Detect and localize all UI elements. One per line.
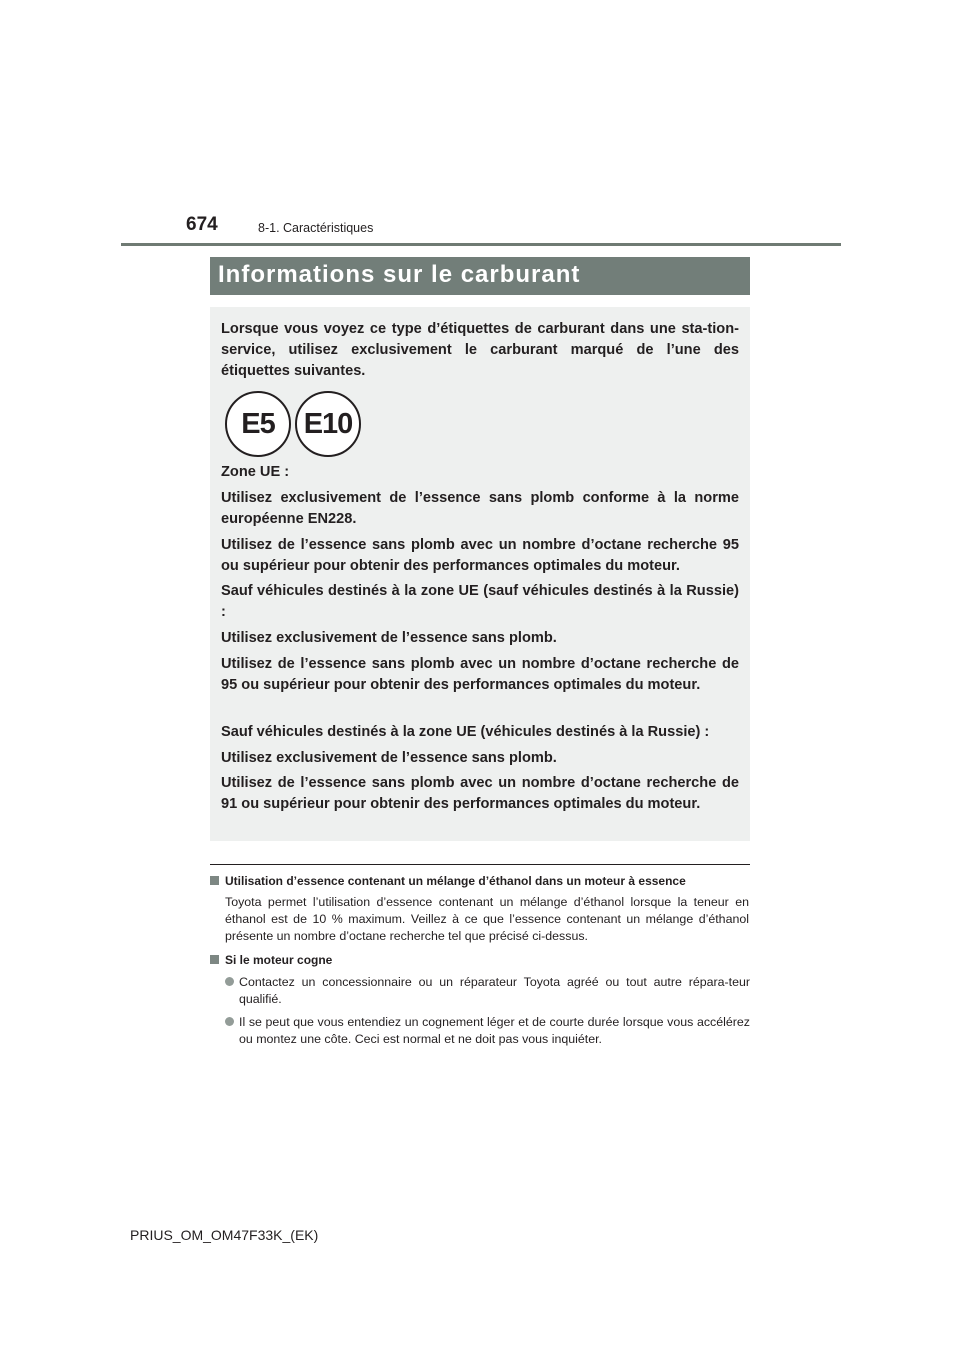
circle-bullet-icon [225,977,234,986]
box-paragraph: Utilisez de l’essence sans plomb avec un nombre d’octane recherche 95 ou supérieur pour obtenir des performances optimales du moteur. [221,537,739,574]
page-number: 674 [186,214,218,235]
ethanol-note-body: Toyota permet l’utilisation d’essence contenant un mélange d’éthanol lorsque la teneur en éthanol est de 10 % maximum. Veillez à ce que l’essence contenant un mélange d’éthanol présente un nombre d’octane recherche tel que précisé ci-dessus. [225,895,749,943]
page-title: Informations sur le carburant [218,261,581,288]
list-item [225,1014,750,1048]
square-bullet-icon [210,955,219,964]
list-item-text: Il se peut que vous entendiez un cognement léger et de courte durée lorsque vous accélérez ou montez une côte. Ceci est normal et ne doit pas vous inquiéter. [239,1015,750,1046]
fuel-label-e5-text: E5 [241,407,275,440]
document-code: PRIUS_OM_OM47F33K_(EK) [130,1227,319,1243]
box-paragraph: Sauf véhicules destinés à la zone UE (sauf véhicules destinés à la Russie) : [221,583,739,620]
ethanol-note-heading [210,874,750,888]
fuel-label-e5-icon [225,391,291,457]
page-title-bar [210,257,750,295]
box-paragraph: Utilisez de l’essence sans plomb avec un nombre d’octane recherche de 95 ou supérieur pour obtenir des performances optimales du moteur. [221,656,739,693]
square-bullet-icon [210,876,219,885]
list-item [225,974,750,1008]
notes-divider [210,864,750,865]
circle-bullet-icon [225,1017,234,1026]
ethanol-note-heading-text: Utilisation d’essence contenant un mélange d’éthanol dans un moteur à essence [225,874,686,888]
knock-note-heading [210,953,750,967]
box-paragraph: Sauf véhicules destinés à la zone UE (véhicules destinés à la Russie) : [221,724,710,740]
list-item-text: Contactez un concessionnaire ou un réparateur Toyota agréé ou tout autre répara-teur qualifié. [239,975,750,1006]
box-paragraph: Utilisez exclusivement de l’essence sans plomb. [221,750,557,766]
knock-note-heading-text: Si le moteur cogne [225,953,333,967]
box-paragraph: Utilisez de l’essence sans plomb avec un nombre d’octane recherche de 91 ou supérieur pour obtenir des performances optimales du moteur. [221,775,739,812]
box-paragraph: Utilisez exclusivement de l’essence sans plomb conforme à la norme européenne EN228. [221,490,739,527]
fuel-info-box [210,307,750,841]
zone-ue-heading: Zone UE : [221,464,290,480]
header-rule [121,243,841,246]
fuel-label-e10-icon [295,391,361,457]
box-intro: Lorsque vous voyez ce type d’étiquettes de carburant dans une sta-tion-service, utilisez exclusivement le carburant marqué de l’une des étiquettes suivantes. [221,321,739,379]
box-paragraph: Utilisez exclusivement de l’essence sans plomb. [221,630,557,646]
fuel-label-e10-text: E10 [303,407,353,440]
section-label: 8-1. Caractéristiques [258,221,374,235]
